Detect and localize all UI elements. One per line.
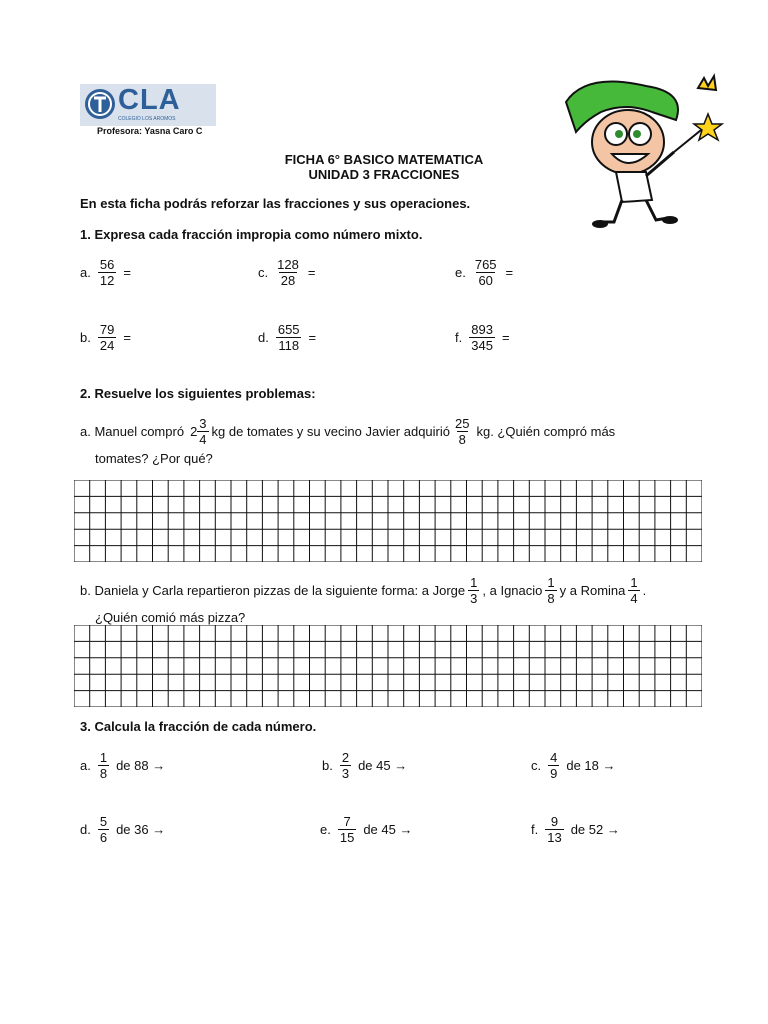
exercise-3a: a. $\frac{1}{8}$ de 88 → bbox=[80, 750, 166, 781]
exercise-3c: c. $\frac{4}{9}$ de 18 → bbox=[531, 750, 616, 781]
worksheet-title: FICHA 6° BASICO MATEMATICA bbox=[284, 152, 484, 167]
exercise-3d: d. $\frac{5}{6}$ de 36 → bbox=[80, 814, 166, 845]
logo-text: CLA bbox=[118, 84, 181, 116]
exercise-1d: d. $\frac{655}{118}$ = bbox=[258, 322, 317, 353]
section3-heading: 3. Calcula la fracción de cada número. bbox=[80, 719, 317, 734]
problem-b-line1: b. Daniela y Carla repartieron pizzas de la siguiente forma: a Jorge $\frac{1}{3}$ , a Ignacio $\frac{1}{8}$ y a Romina $\frac{1}{4}$ . bbox=[80, 575, 647, 606]
exercise-1c: c. $\frac{128}{28}$ = bbox=[258, 257, 316, 288]
answer-grid-b[interactable] bbox=[74, 625, 702, 707]
exercise-3b: b. $\frac{2}{3}$ de 45 → bbox=[322, 750, 408, 781]
answer-grid-a[interactable] bbox=[74, 480, 702, 562]
problem-a-line1: a. Manuel compró 2 $\frac{3}{4}$ kg de tomates y su vecino Javier adquirió $\frac{25}{8}$ kg. ¿Quién compró más bbox=[80, 416, 616, 447]
problem-b-line2: ¿Quién comió más pizza? bbox=[95, 610, 246, 625]
teacher-name: Profesora: Yasna Caro C bbox=[97, 126, 203, 136]
section1-heading: 1. Expresa cada fracción impropia como número mixto. bbox=[80, 227, 423, 242]
exercise-1e: e. $\frac{765}{60}$ = bbox=[455, 257, 514, 288]
exercise-1b: b. $\frac{79}{24}$ = bbox=[80, 322, 131, 353]
problem-a-line2: tomates? ¿Por qué? bbox=[95, 451, 213, 466]
section2-heading: 2. Resuelve los siguientes problemas: bbox=[80, 386, 316, 401]
exercise-3e: e. $\frac{7}{15}$ de 45 → bbox=[320, 814, 413, 845]
exercise-1f: f. $\frac{893}{345}$ = bbox=[455, 322, 510, 353]
worksheet-unit: UNIDAD 3 FRACCIONES bbox=[308, 167, 460, 182]
exercise-3f: f. $\frac{9}{13}$ de 52 → bbox=[531, 814, 620, 845]
intro-text: En esta ficha podrás reforzar las fracciones y sus operaciones. bbox=[80, 196, 471, 211]
logo-subtitle: COLEGIO LOS AROMOS bbox=[118, 116, 176, 122]
exercise-1a: a. $\frac{56}{12}$ = bbox=[80, 257, 131, 288]
